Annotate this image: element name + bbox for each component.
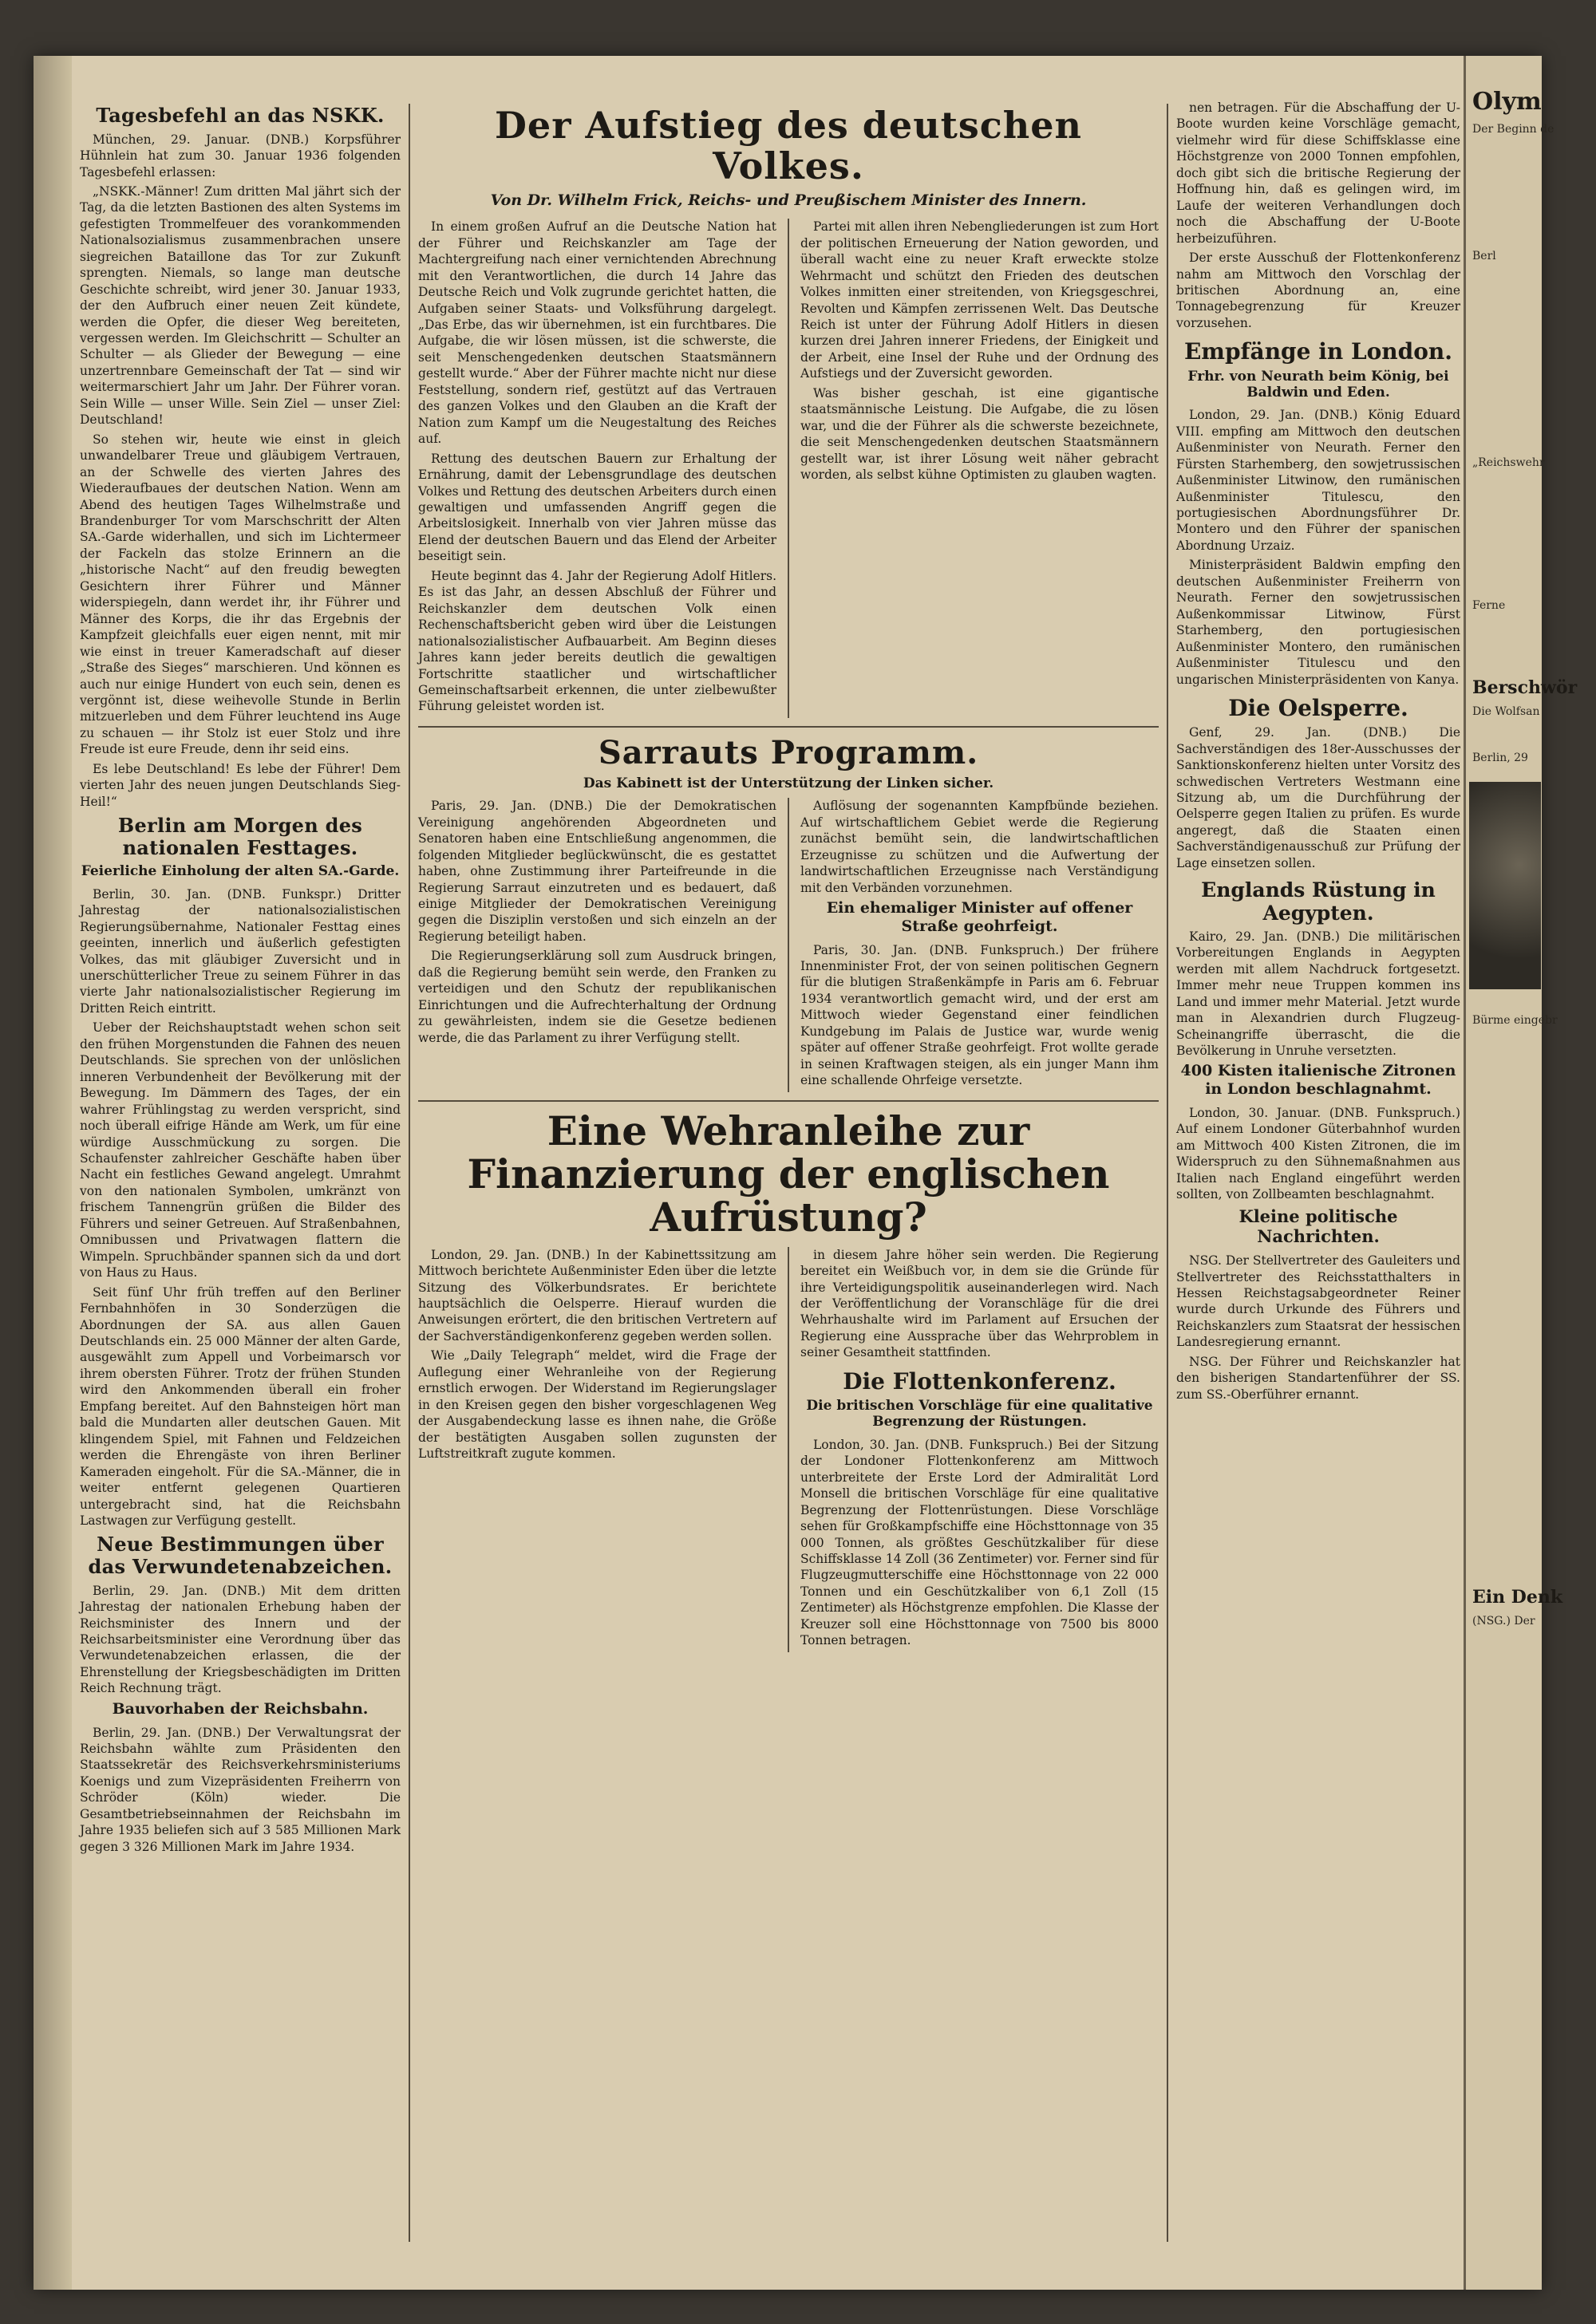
- headline-wehranleihe: Eine Wehranleihe zur Finanzierung der englischen Aufrüstung?: [467, 1107, 1110, 1241]
- text: Berschwör: [1472, 677, 1578, 698]
- headline-nskk: Tagesbefehl an das NSKK.: [96, 104, 385, 127]
- text: in diesem Jahre höher sein werden. Die Regierung bereitet ein Weißbuch vor, in dem sie die Gründe für ihre Verteidigungspolitik auseinanderlegen wird. Nach der Veröffentlichung der Voranschläge für die drei Wehrhaushalte wird im Parlament auf Ersuchen der Regierung eine Aussprache über das Wehrproblem in seiner Gesamtheit stattfinden.: [800, 1247, 1159, 1360]
- headline-frot: Ein ehemaliger Minister auf offener Straße geohrfeigt.: [826, 898, 1133, 935]
- text: London, 29. Jan. (DNB.) In der Kabinettssitzung am Mittwoch berichtete Außenminister Eden über die letzte Sitzung des Völkerbundsrates. Er berichtete hauptsächlich die Oelsperre. Hierauf wurden die Anweisungen erörtert, die den britischen Vertretern auf der Sachverständigenkonferenz gegeben werden sollen.: [418, 1247, 776, 1344]
- text: In einem großen Aufruf an die Deutsche Nation hat der Führer und Reichskanzler am Tage der Machtergreifung nach einer vernichtenden Abrechnung mit den Verantwortlichen, die durch 14 Jahre das Deutsche Reich und Volk zugrunde gerichtet hatten, die Aufgaben seiner Staats- und Volksführung dargelegt. „Das Erbe, das wir übernehmen, ist ein furchtbares. Die Aufgabe, die wir lösen müssen, ist die schwerste, die seit Menschengedenken deutschen Staatsmännern gestellt wurde.“ Aber der Führer machte nicht nur diese Feststellung, sondern rief, gestützt auf das Vertrauen des ganzen Volkes und den Glauben an die Kraft der Nation zum Kampf um die Neugestaltung des Reiches auf.: [418, 219, 776, 447]
- headline-flottenkonferenz: Die Flottenkonferenz.: [843, 1367, 1116, 1395]
- byline-frick: Von Dr. Wilhelm Frick, Reichs- und Preußischem Minister des Innern.: [490, 191, 1087, 210]
- text: Berlin, 29: [1472, 752, 1528, 765]
- text: Rettung des deutschen Bauern zur Erhaltung der Ernährung, damit der Lebensgrundlage des deutschen Volkes und Rettung des deutschen Arbeiters durch einen gewaltigen und umfassenden Angriff gegen die Arbeitslosigkeit. Innerhalb von vier Jahren müsse das Elend der deutschen Bauern und das Elend der Arbeiter beseitigt sein.: [418, 451, 776, 564]
- headline-berlin-festtag: Berlin am Morgen des nationalen Festtages.: [117, 814, 363, 859]
- column-3: [1176, 100, 1460, 1406]
- text: „Reichswehr: [1472, 456, 1545, 469]
- headline-kleine-nachrichten: Kleine politische Nachrichten.: [1238, 1205, 1398, 1246]
- text: Partei mit allen ihren Nebengliederungen ist zum Hort der politischen Erneuerung der Nation geworden, und überall wacht eine zu neuer Kraft erweckte stolze Wehrmacht und schützt den Frieden des deutschen Volkes inmitten einer streitenden, von Kriegsgeschrei, Revolten und Kämpfen zerrissenen Welt. Das Deutsche Reich ist unter der Führung Adolf Hitlers in diesen kurzen drei Jahren innerer Friedens, der Einigkeit und der Arbeit, eine Insel der Ruhe und der Ordnung des Aufstiegs und der Zuversicht geworden.: [800, 219, 1159, 381]
- headline-reichsbahn: Bauvorhaben der Reichsbahn.: [112, 1699, 369, 1718]
- text: Wie „Daily Telegraph“ meldet, wird die Frage der Auflegung einer Wehranleihe von der Regierung ernstlich erwogen. Der Widerstand im Regierungslager in den Kreisen gegen den bisher vorgeschlagenen Weg der Ausgabendeckung lasse es ihnen nahe, die Größe der bestätigten Ausgaben sollen zugunsten der Luftstreitkraft zugute kommen.: [418, 1348, 776, 1462]
- headline-sarraut: Sarrauts Programm.: [598, 733, 979, 771]
- text: Die Wolfsan: [1472, 704, 1540, 718]
- text: Die Regierungserklärung soll zum Ausdruck bringen, daß die Regierung bemüht sein werde, den Franken zu verteidigen und den Schutz der republikanischen Einrichtungen und die Aufrechterhaltung der Ordnung zu gewährleisten, indem sie die Gesetze bedienen werde, die das Parlament zu ihrer Verfügung stellt.: [418, 949, 776, 1045]
- text: nen betragen. Für die Abschaffung der U-Boote wurden keine Vorschläge gemacht, vielmehr wird für diese Schiffsklasse eine Höchstgrenze von 2000 Tonnen empfohlen, doch gibt sich die britische Regierung der Hoffnung hin, daß es gelingen wird, im Laufe der weiteren Verhandlungen doch noch die Abschaffung der U-Boote herbeizuführen.: [1176, 101, 1460, 246]
- headline-zitronen: 400 Kisten italienische Zitronen in London beschlagnahmt.: [1180, 1062, 1456, 1099]
- text: So stehen wir, heute wie einst in gleich unwandelbarer Treue und gläubigem Vertrauen, an der Schwelle des vierten Jahres des Wiederaufbaues der deutschen Nation. Wenn am Abend des heutigen Tages Wilhelmstraße und Brandenburger Tor vom Marschschritt der Alten SA.-Garde widerhallen, und sich im Lichtermeer der Fackeln das stolze Erinnern an die „historische Nacht“ auf den freudig bewegten Gesichtern ihrer Führer und Männer widerspiegeln, dann werdet ihr, ihr Führer und Männer des Korps, die ihr das Ergebnis der Kampfzeit gleichfalls euer eigen nennt, mit mir wie einst in treuer Kameradschaft auf dieser „Straße des Sieges“ marschieren. Und können es auch nur einige Hundert von euch sein, denen es vergönnt ist, diese weihevolle Stunde in Berlin mitzuerleben und dem Führer leuchtend ins Auge zu schauen — ihr Stolz ist euer Stolz und ihre Freude ist eure Freude, denn ihr seid eins.: [80, 432, 401, 757]
- headline-empfaenge: Empfänge in London.: [1183, 338, 1453, 365]
- next-page-strip: [1464, 56, 1578, 2290]
- next-page-headline: Olym: [1472, 88, 1542, 116]
- text: Genf, 29. Jan. (DNB.) Die Sachverständigen des 18er-Ausschusses der Sanktionskonferenz hielten unter Vorsitz des schwedischen Vertreters Westmann eine Sitzung ab, um die Durchführung der Oelsperre gegen Italien zu prüfen. Es wurde angeregt, daß die Staaten einen Sachverständigenausschuß zur Prüfung der Lage einsetzen sollen.: [1176, 725, 1460, 870]
- photo: [1469, 782, 1541, 989]
- text: Der Beginn de: [1472, 123, 1555, 136]
- text: Es lebe Deutschland! Es lebe der Führer! Dem vierten Jahr des neuen jungen Deutschlands Sieg-Heil!“: [80, 761, 401, 809]
- text: Berlin, 29. Jan. (DNB.) Mit dem dritten Jahrestag der nationalen Erhebung haben der Reichsminister des Innern und der Reichsarbeitsminister eine Verordnung über das Verwundetenabzeichen erlassen, die der Ehrenstellung der Kriegsbeschädigten im Dritten Reich Rechnung trägt.: [80, 1583, 401, 1696]
- headline-aegypten: Englands Rüstung in Aegypten.: [1201, 878, 1436, 925]
- text: Heute beginnt das 4. Jahr der Regierung Adolf Hitlers. Es ist das Jahr, an dessen Abschluß der Führer und Reichskanzler dem deutschen Volk einen Rechenschaftsbericht geben wird über die Leistungen nationalsozialistischer Aufbauarbeit. Am Beginn dieses Jahres kann jeder bereits deutlich die gewaltigen Fortschritte staatlicher und wirtschaftlicher Gemeinschaftsarbeit erkennen, die unter zielbewußter Führung geleistet worden ist.: [418, 568, 776, 714]
- text: Kairo, 29. Jan. (DNB.) Die militärischen Vorbereitungen Englands in Aegypten werden mit allem Nachdruck fortgesetzt. Immer mehr neue Truppen kommen ins Land und immer mehr Material. Jetzt wurde man in Alexandrien durch Flugzeug-Scheinangriffe überrascht, die die Bevölkerung in Unruhe versetzten.: [1176, 929, 1460, 1058]
- text: NSG. Der Stellvertreter des Gauleiters und Stellvertreter des Reichsstatthalters in Hessen Reichstagsabgeordneter Reiner wurde durch Urkunde des Führers und Reichskanzlers zum Staatsrat der hessischen Landesregierung ernannt.: [1176, 1253, 1460, 1350]
- text: München, 29. Januar. (DNB.) Korpsführer Hühnlein hat zum 30. Januar 1936 folgenden Tagesbefehl erlassen:: [80, 132, 401, 180]
- text: „NSKK.-Männer! Zum dritten Mal jährt sich der Tag, da die letzten Bastionen des alten Systems im gefestigten Trommelfeuer des vorankommenden Nationalsozialismus zusammenbrachen unsere siegreichen Bataillone das Tor zur Zukunft sprengten. Niemals, so lange man deutsche Geschichte schreibt, wird jener 30. Januar 1933, der den Aufbruch einer neuen Zeit kündete, werden die Opfer, die dieser Weg bereiteten, vergessen werden. Im Gleichschritt — Schulter an Schulter — als Glieder der Bewegung — eine unzertrennbare Gemeinschaft der Tat — sind wir weitermarschiert Jahr um Jahr. Der Führer voran. Sein Wille — unser Wille. Sein Ziel — unser Ziel: Deutschland!: [80, 183, 401, 428]
- headline-oelsperre: Die Oelsperre.: [1228, 695, 1408, 722]
- text: Bürme eingebr: [1472, 1014, 1558, 1028]
- text: Ein Denk: [1472, 1587, 1563, 1608]
- text: Ueber der Reichshauptstadt wehen schon seit den frühen Morgenstunden die Fahnen des neuen Deutschlands. Sie sprechen von der unlöslichen inneren Verbundenheit der Bevölkerung mit der Bewegung. Im Dämmern des Tages, der ein wahrer Frühlingstag zu werden verspricht, sind noch überall eifrige Hände am Werk, um für eine würdige Ausschmückung zu sorgen. Die Schaufenster zahlreicher Geschäfte haben über Nacht ein festliches Gewand angelegt. Umrahmt von den nationalen Symbolen, umkränzt von frischem Tannengrün grüßen die Bilder des Führers und seiner Getreuen. Auf Straßenbahnen, Omnibussen und Privatwagen flattern die Wimpeln. Spruchbänder spannen sich da und dort von Haus zu Haus.: [80, 1020, 401, 1280]
- subheadline-flottenkonferenz: Die britischen Vorschläge für eine qualitative Begrenzung der Rüstungen.: [806, 1398, 1153, 1430]
- text: Berl: [1472, 249, 1496, 262]
- text: Ministerpräsident Baldwin empfing den deutschen Außenminister Freiherrn von Neurath. Ferner den sowjetrussischen Außenkommissar Litwinow, Fürst Starhemberg, den portugiesischen Außenminister Montero, den rumänischen Außenminister Titulescu und den ungarischen Ministerpräsidenten von Kanya.: [1176, 558, 1460, 687]
- text: Der erste Ausschuß der Flottenkonferenz nahm am Mittwoch den Vorschlag der britischen Abordnung an, eine Tonnagebegrenzung für Kreuzer vorzusehen.: [1176, 251, 1460, 330]
- text: London, 29. Jan. (DNB.) König Eduard VIII. empfing am Mittwoch den deutschen Außenminister von Neurath. Ferner den Fürsten Starhemberg, den sowjetrussischen Außenminister Litwinow, den rumänischen Außenminister Titulescu, den portugiesischen Abordnungsführer Dr. Montero und den Führer der spanischen Abordnung Urzaiz.: [1176, 408, 1460, 553]
- column-divider: [409, 104, 410, 2242]
- text: Seit fünf Uhr früh treffen auf den Berliner Fernbahnhöfen in 30 Sonderzügen die Abordnungen der SA. aus allen Gauen Deutschlands ein. 25 000 Männer der alten Garde, ausgewählt zum Appell und Vorbeimarsch vor ihrem obersten Führer. Trotz der frühen Stunden wird den Ankommenden überall ein froher Empfang bereitet. Auf den Bahnsteigen hört man bald die Mundarten aller deutschen Gauen. Mit klingendem Spiel, mit Fahnen und Feldzeichen werden die Ehrengäste von ihren Berliner Kameraden eingeholt. Für die SA.-Männer, die in weiter entfernt gelegenen Quartieren untergebracht sind, hat die Reichsbahn Lastwagen zur Verfügung gestellt.: [80, 1284, 401, 1528]
- text: London, 30. Jan. (DNB. Funkspruch.) Bei der Sitzung der Londoner Flottenkonferenz am Mittwoch unterbreitete der Erste Lord der Admiralität Lord Monsell die britischen Vorschläge für eine qualitative Begrenzung der Flottenrüstungen. Diese Vorschläge sehen für Großkampfschiffe eine Höchsttonnage von 35 000 Tonnen, als größtes Geschützkaliber für diese Schiffsklasse 14 Zoll (36 Zentimeter) vor. Ferner sind für Flugzeugmutterschiffe eine Höchsttonnage von 22 000 Tonnen und ein Geschützkaliber von 6,1 Zoll (15 Zentimeter) als Höchstgrenze empfohlen. Die Klasse der Kreuzer soll eine Höchsttonnage von 7500 bis 8000 Tonnen betragen.: [800, 1437, 1159, 1648]
- text: Berlin, 30. Jan. (DNB. Funkspr.) Dritter Jahrestag der nationalsozialistischen Regierungsübernahme, Nationaler Festtag eines geeinten, innerlich und äußerlich gefestigten Volkes, das mit gläubiger Zuversicht und in unerschütterlicher Treue zu seinem Führer in das vierte Jahr nationalsozialistischer Regierung im Dritten Reich eintritt.: [80, 886, 401, 1016]
- subheadline-empfaenge: Frhr. von Neurath beim König, bei Baldwin und Eden.: [1187, 368, 1449, 400]
- text: NSG. Der Führer und Reichskanzler hat den bisherigen Standartenführer der SS. zum SS.-Oberführer ernannt.: [1176, 1354, 1460, 1402]
- newspaper-page: [34, 56, 1578, 2290]
- text: Ferne: [1472, 598, 1506, 612]
- text: Paris, 29. Jan. (DNB.) Die der Demokratischen Vereinigung angehörenden Abgeordneten und Senatoren haben eine Entschließung angenommen, die folgenden Mitglieder beglückwünscht, die es gestattet haben, ohne Zustimmung ihrer Parteifreunde in die Regierung Sarraut einzutreten und es bedauert, daß einige Mitglieder der Demokratischen Vereinigung gegen die Disziplin verstoßen und sich einzeln an der Regierung beteiligt haben.: [418, 799, 776, 944]
- text: London, 30. Januar. (DNB. Funkspruch.) Auf einem Londoner Güterbahnhof wurden am Mittwoch 400 Kisten Zitronen, die im Widerspruch zu den Sühnemaßnahmen aus Italien nach England eingeführt werden sollten, von Zollbeamten beschlagnahmt.: [1176, 1106, 1460, 1202]
- column-divider: [1167, 104, 1168, 2242]
- article-aufstieg: [418, 105, 1159, 1652]
- column-1: [80, 100, 401, 1858]
- subheadline-sa-garde: Feierliche Einholung der alten SA.-Garde.: [81, 863, 400, 880]
- text: Was bisher geschah, ist eine gigantische staatsmännische Leistung. Die Aufgabe, die zu lösen war, und die der Führer als die schwerste bezeichnete, die seit Menschengedenken deutschen Staatsmännern gestellt war, ist ihrer Lösung weit näher gebracht worden, als selbst kühne Optimisten zu glauben wagten.: [800, 385, 1159, 483]
- text: Berlin, 29. Jan. (DNB.) Der Verwaltungsrat der Reichsbahn wählte zum Präsidenten den Staatssekretär des Reichsverkehrsministeriums Koenigs und zum Vizepräsidenten Freiherrn von Schröder (Köln) wieder. Die Gesamtbetriebseinnahmen der Reichsbahn im Jahre 1935 beliefen sich auf 3 585 Millionen Mark gegen 3 326 Millionen Mark im Jahre 1934.: [80, 1725, 401, 1854]
- stacked-page-edges: [34, 56, 72, 2290]
- text: Paris, 30. Jan. (DNB. Funkspruch.) Der frühere Innenminister Frot, der von seinen politischen Gegnern für die blutigen Straßenkämpfe in Paris am 6. Februar 1934 verantwortlich gemacht wird, und der erst am Mittwoch wieder Gegenstand einer feindlichen Kundgebung im Palais de Justice war, wurde wenig später auf offener Straße geohrfeigt. Frot wollte gerade in seinen Kraftwagen steigen, als ein junger Mann ihm eine schallende Ohrfeige versetzte.: [800, 942, 1159, 1088]
- subheadline-sarraut: Das Kabinett ist der Unterstützung der Linken sicher.: [583, 775, 994, 791]
- headline-aufstieg: Der Aufstieg des deutschen Volkes.: [495, 104, 1082, 187]
- text: (NSG.) Der: [1472, 1615, 1535, 1628]
- text: Auflösung der sogenannten Kampfbünde beziehen. Auf wirtschaftlichem Gebiet werde die Regierung zunächst bemüht sein, die landwirtschaftlichen Erzeugnisse zu schützen und die Aufwertung der landwirtschaftlichen Erzeugnisse nach Verständigung mit den Verbänden vorzunehmen.: [800, 799, 1159, 895]
- headline-verwundetenabzeichen: Neue Bestimmungen über das Verwundetenabzeichen.: [88, 1533, 393, 1579]
